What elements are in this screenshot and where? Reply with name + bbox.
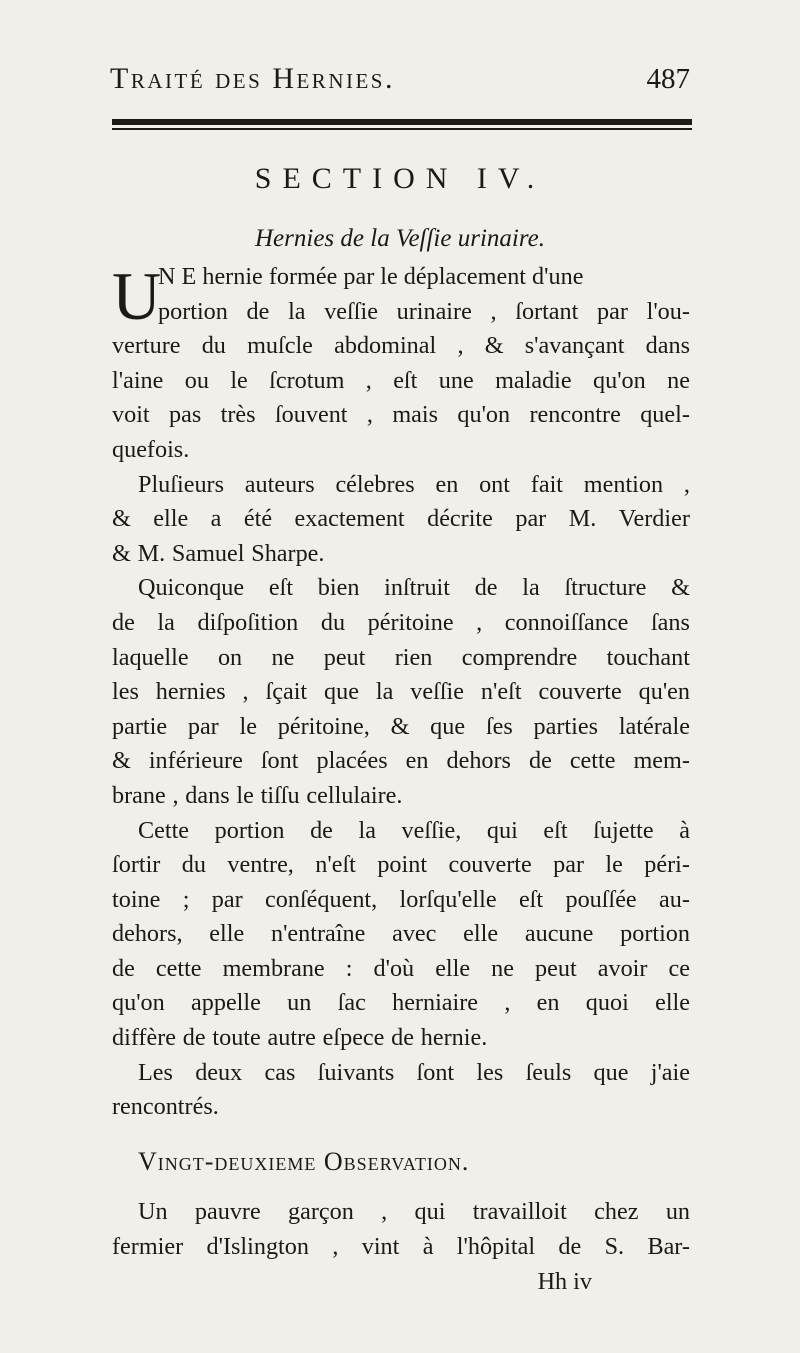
section-title: SECTION IV. [254, 162, 546, 195]
signature-mark: Hh iv [537, 1267, 592, 1295]
running-head [110, 62, 690, 102]
text-line: Un pauvre garçon , qui travailloit chez un [138, 1198, 690, 1226]
first-word-rest: N E [158, 263, 197, 290]
section-subtitle: Hernies de la Veſſie urinaire. [255, 225, 545, 252]
page-number: 487 [646, 63, 690, 95]
text-line: Quiconque eſt bien inſtruit de la ſtructure & [138, 574, 690, 602]
body-text [112, 260, 690, 1299]
text-line: verture du muſcle abdominal , & s'avançant dans [112, 332, 690, 360]
text-line: partie par le péritoine, & que ſes parties latérale [112, 712, 690, 740]
text-line: Pluſieurs auteurs célebres en ont fait mention , [138, 470, 690, 498]
text-line: quefois. [112, 435, 190, 463]
text-line: voit pas très ſouvent , mais qu'on rencontre quel- [112, 401, 690, 429]
text-line-content: hernie formée par le déplacement d'une [202, 263, 584, 290]
text-line: laquelle on ne peut rien comprendre touchant [112, 643, 690, 671]
text-line: rencontrés. [112, 1093, 219, 1121]
text-line: qu'on appelle un ſac herniaire , en quoi elle [112, 989, 690, 1017]
text-line: & inférieure ſont placées en dehors de cette mem- [112, 747, 690, 775]
text-line: de cette membrane : d'où elle ne peut avoir ce [112, 954, 690, 982]
text-line: fermier d'Islington , vint à l'hôpital de S. Bar- [112, 1233, 690, 1261]
text-line: portion de la veſſie urinaire , ſortant par l'ou- [158, 297, 690, 325]
text-line: de la diſpoſition du péritoine , connoiſſance ſans [112, 608, 690, 636]
text-line: toine ; par conſéquent, lorſqu'elle eſt pouſſée au- [112, 885, 690, 913]
running-title: Traité des Hernies. [110, 62, 395, 95]
header-rule-thick [112, 119, 692, 125]
text-line: l'aine ou le ſcrotum , eſt une maladie qu'on ne [112, 366, 690, 394]
header-rule-thin [112, 128, 692, 130]
text-line: diffère de toute autre eſpece de hernie. [112, 1024, 488, 1052]
drop-cap: U [112, 258, 162, 334]
text-line: & M. Samuel Sharpe. [112, 539, 325, 567]
text-line: dehors, elle n'entraîne avec elle aucune portion [112, 920, 690, 948]
text-line [112, 260, 690, 295]
text-line: brane , dans le tiſſu cellulaire. [112, 781, 403, 809]
signature-line [112, 1265, 690, 1300]
text-line: ſortir du ventre, n'eſt point couverte par le péri- [112, 851, 690, 879]
text-line: Cette portion de la veſſie, qui eſt ſujette à [138, 816, 690, 844]
observation-heading: Vingt-deuxieme Observation. [138, 1146, 470, 1176]
header-rule [112, 119, 692, 130]
text-line: les hernies , ſçait que la veſſie n'eſt couverte qu'en [112, 678, 690, 706]
opening-paragraph [112, 260, 690, 468]
text-line: Les deux cas ſuivants ſont les ſeuls que j'aie [138, 1058, 690, 1086]
text-line: & elle a été exactement décrite par M. Verdier [112, 505, 690, 533]
